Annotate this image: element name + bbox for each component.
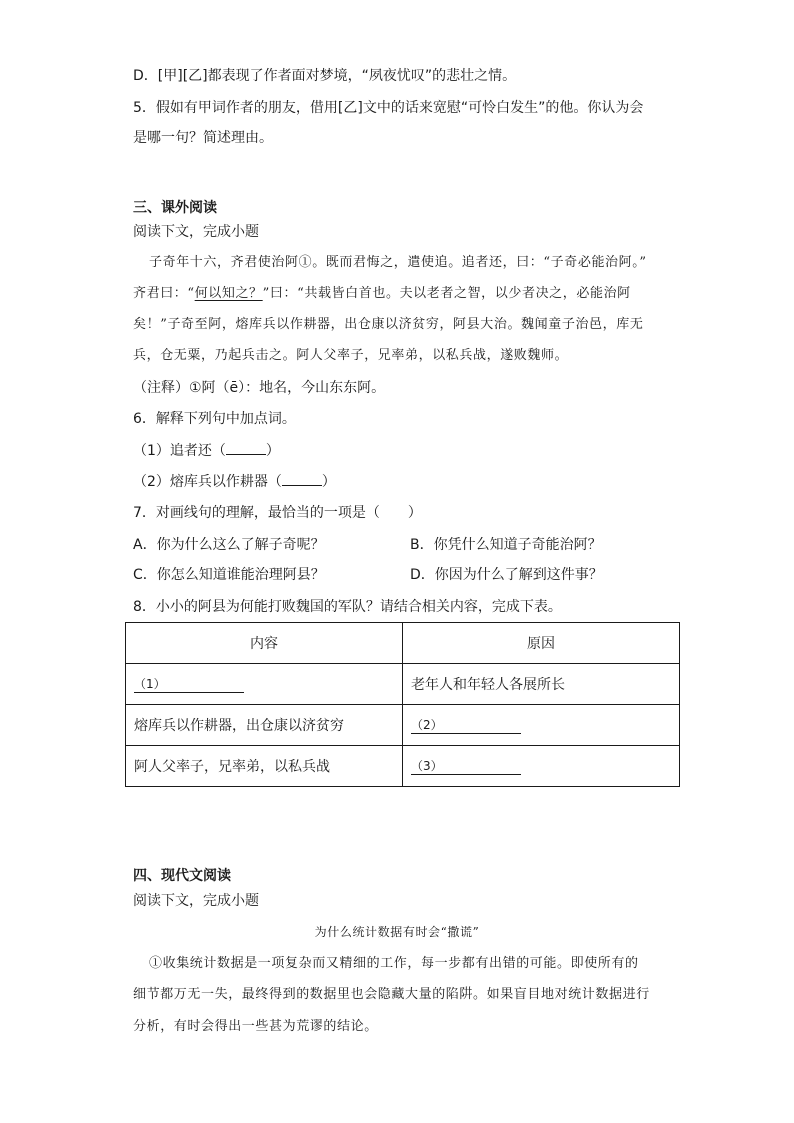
table-row bbox=[126, 664, 680, 705]
table-row bbox=[126, 705, 680, 746]
article-para-1-line-1: ①收集统计数据是一项复杂而又精细的工作，每一步都有出错的可能。即使所有的 bbox=[149, 956, 639, 971]
answer-blank-1[interactable]: （1） bbox=[134, 675, 244, 693]
q6-item-1-text: （1）追者还（ bbox=[133, 443, 226, 459]
passage-note: （注释）①阿（ē）：地名，今山东东阿。 bbox=[133, 380, 386, 396]
table-cell[interactable] bbox=[403, 746, 680, 787]
q7-option-a: A．你为什么这么了解子奇呢？ bbox=[133, 537, 325, 553]
table-row bbox=[126, 746, 680, 787]
table-cell: 老年人和年轻人各展所长 bbox=[403, 664, 680, 705]
q8-answer-table bbox=[125, 622, 680, 787]
q4-option-d: D．[甲][乙]都表现了作者面对梦境，“夙夜忧叹”的悲壮之情。 bbox=[133, 68, 517, 84]
q5-line-1: 5．假如有甲词作者的朋友，借用[乙]文中的话来宽慰“可怜白发生”的他。你认为会 bbox=[133, 100, 644, 116]
q6-item-1 bbox=[133, 440, 280, 461]
table-cell: 阿人父率子，兄率弟，以私兵战 bbox=[126, 746, 403, 787]
section3-title: 三、课外阅读 bbox=[133, 200, 217, 216]
passage-line-4: 兵，仓无粟，乃起兵击之。阿人父率子，兄率弟，以私兵战，遂败魏师。 bbox=[133, 348, 569, 363]
table-header-content: 内容 bbox=[126, 623, 403, 664]
answer-blank-2[interactable]: （2） bbox=[411, 716, 521, 734]
q8-stem: 8．小小的阿县为何能打败魏国的军队？请结合相关内容，完成下表。 bbox=[133, 599, 562, 615]
table-cell[interactable] bbox=[126, 664, 403, 705]
article-para-1-line-3: 分析，有时会得出一些甚为荒谬的结论。 bbox=[133, 1019, 378, 1034]
table-cell[interactable] bbox=[403, 705, 680, 746]
table-header-row bbox=[126, 623, 680, 664]
passage-line-2 bbox=[133, 284, 631, 304]
passage-line-2-pre: 齐君曰：“ bbox=[133, 286, 195, 301]
section4-title: 四、现代文阅读 bbox=[133, 868, 231, 884]
section3-instruction: 阅读下文，完成小题 bbox=[133, 224, 259, 240]
table-cell: 熔库兵以作耕器，出仓康以济贫穷 bbox=[126, 705, 403, 746]
q6-item-2 bbox=[133, 471, 336, 492]
section4-instruction: 阅读下文，完成小题 bbox=[133, 893, 259, 909]
q7-option-b: B．你凭什么知道子奇能治阿？ bbox=[410, 537, 602, 553]
q6-item-1-close: ） bbox=[265, 443, 280, 459]
article-para-1-line-2: 细节都万无一失，最终得到的数据里也会隐藏大量的陷阱。如果盲目地对统计数据进行 bbox=[133, 987, 650, 1002]
q6-item-2-text: （2）熔库兵以作耕器（ bbox=[133, 474, 282, 490]
q7-option-d: D．你因为什么了解到这件事？ bbox=[410, 567, 603, 583]
passage-line-2-post: ”曰：“共载皆白首也。夫以老者之智，以少者决之，必能治阿 bbox=[262, 286, 631, 301]
article-title: 为什么统计数据有时会“撒谎” bbox=[314, 925, 480, 939]
passage-line-3: 矣！”子奇至阿，熔库兵以作耕器，出仓康以济贫穷，阿县大治。魏闻童子治邑，库无 bbox=[133, 317, 644, 332]
q6-item-2-close: ） bbox=[321, 474, 336, 490]
underlined-sentence: 何以知之？ bbox=[194, 286, 263, 301]
table-header-reason: 原因 bbox=[403, 623, 680, 664]
q5-line-2: 是哪一句？简述理由。 bbox=[133, 130, 273, 146]
answer-blank-3[interactable]: （3） bbox=[411, 757, 521, 775]
q7-option-c: C．你怎么知道谁能治理阿县？ bbox=[133, 567, 325, 583]
passage-line-1: 子奇年十六，齐君使治阿①。既而君悔之，遣使追。追者还，曰：“子奇必能治阿。” bbox=[149, 255, 647, 270]
q6-answer-blank-2[interactable] bbox=[282, 471, 322, 486]
q7-stem: 7．对画线句的理解，最恰当的一项是（ ） bbox=[133, 505, 422, 521]
q6-answer-blank-1[interactable] bbox=[226, 440, 266, 455]
q6-stem: 6．解释下列句中加点词。 bbox=[133, 411, 296, 427]
